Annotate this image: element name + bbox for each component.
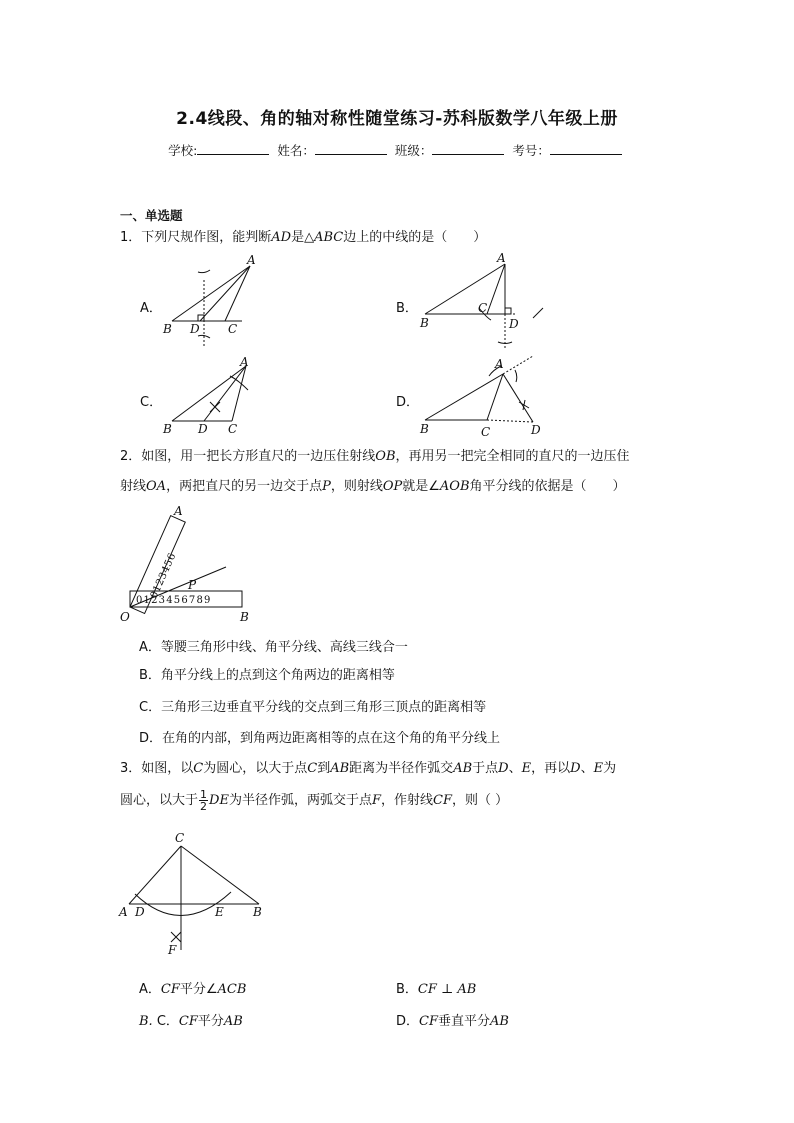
option-text: 平分 <box>197 1014 224 1029</box>
q2-var-ob: OB <box>375 449 396 464</box>
q3-option-b[interactable] <box>396 978 476 997</box>
q1-var-ad: AD <box>271 230 292 245</box>
q3-text: 为圆心，以大于点 <box>203 761 308 776</box>
q2-text: 就是∠ <box>402 479 440 494</box>
point-c-label: C <box>228 422 238 436</box>
point-c-label: C <box>175 831 185 845</box>
q2-option-d[interactable]: D．在角的内部，到角两边距离相等的点在这个角的角平分线上 <box>139 731 501 746</box>
q2-var-oa: OA <box>146 479 167 494</box>
q1-text-c: 边上的中线的是（ ） <box>343 230 487 245</box>
q3-var: D <box>570 761 581 776</box>
option-prefix: B. <box>139 1014 153 1029</box>
fraction-one-half <box>199 789 208 812</box>
q3-text: 3．如图，以 <box>120 761 194 776</box>
option-var: AB <box>223 1014 243 1029</box>
point-b-label: B <box>253 905 262 919</box>
q3-option-d[interactable] <box>396 1010 509 1029</box>
exam-no-blank[interactable] <box>550 142 622 155</box>
q2-text: 2．如图，用一把长方形直尺的一边压住射线 <box>120 449 376 464</box>
point-b-label: B <box>163 422 172 436</box>
q3-var: C <box>307 761 318 776</box>
q3-text: ，作射线 <box>380 793 433 808</box>
q3-var: E <box>521 761 532 776</box>
q3-text: 距离为半径作弧交 <box>349 761 454 776</box>
option-prefix: D． <box>396 1014 420 1029</box>
page-title: 2.4线段、角的轴对称性随堂练习-苏科版数学八年级上册 <box>176 109 618 129</box>
point-d-label: D <box>509 317 519 331</box>
q2-option-a[interactable]: A．等腰三角形中线、角平分线、高线三线合一 <box>139 640 408 655</box>
q3-text: ，则（ ） <box>451 793 509 808</box>
q3-option-c[interactable] <box>139 1010 243 1029</box>
question-number: 1． <box>120 230 142 245</box>
q3-text: ，再以 <box>531 761 571 776</box>
q2-text: ，再用另一把完全相同的直尺的一边压住 <box>395 449 630 464</box>
point-a-label: A <box>240 355 249 369</box>
option-text: 平分∠ <box>179 982 218 997</box>
q2-text: ，两把直尺的另一边交于点 <box>166 479 323 494</box>
q1-var-abc: ABC <box>314 230 344 245</box>
q1-option-c-label[interactable]: C． <box>140 395 163 410</box>
name-label: 姓名： <box>277 143 315 158</box>
class-label: 班级： <box>394 143 433 158</box>
point-c-label: C <box>478 301 488 315</box>
point-b-label: B <box>420 422 429 436</box>
q1-figure-b <box>415 250 555 355</box>
q3-var: AB <box>330 761 350 776</box>
question-3-text <box>120 756 616 814</box>
option-var: ACB <box>217 982 247 997</box>
school-blank[interactable] <box>197 142 269 155</box>
school-label: 学校: <box>168 143 198 158</box>
point-d-label: D <box>531 423 541 437</box>
option-text: 垂直平分 <box>437 1014 490 1029</box>
q1-figure-d <box>415 350 555 440</box>
q3-var: CF <box>433 793 452 808</box>
q3-var: AB <box>453 761 473 776</box>
option-var: CF <box>160 982 180 997</box>
option-var: AB <box>490 1014 509 1029</box>
q1-text-a: 下列尺规作图，能判断 <box>141 230 272 245</box>
q1-option-b-label[interactable]: B． <box>396 301 418 316</box>
fraction-numerator: 1 <box>200 788 208 801</box>
q2-text: 射线 <box>120 479 147 494</box>
q3-text: 于点 <box>472 761 499 776</box>
question-1-text <box>120 225 486 251</box>
q3-text: 、 <box>508 761 522 776</box>
point-a-label: A <box>495 357 504 371</box>
point-c-label: C <box>228 322 238 336</box>
q2-option-c[interactable]: C．三角形三边垂直平分线的交点到三角形三顶点的距离相等 <box>139 700 487 715</box>
q3-var: F <box>371 793 381 808</box>
q1-figure-c <box>160 352 270 437</box>
point-d-label: D <box>190 322 200 336</box>
fraction-denominator: 2 <box>200 800 208 813</box>
q3-text: 到 <box>317 761 331 776</box>
option-prefix: B． <box>396 982 418 997</box>
option-var: CF <box>419 1014 438 1029</box>
q2-var-aob: AOB <box>439 479 470 494</box>
point-o-label: O <box>120 610 130 624</box>
q3-line-1 <box>120 756 616 782</box>
point-p-label: P <box>188 578 197 592</box>
horizontal-ruler-digits: 0123456789 <box>136 595 212 606</box>
point-d-label: D <box>198 422 208 436</box>
q1-text-b: 是△ <box>291 230 315 245</box>
q2-text: 角平分线的依据是（ ） <box>469 479 626 494</box>
point-c-label: C <box>481 425 491 439</box>
name-blank[interactable] <box>315 142 387 155</box>
question-2-text <box>120 444 630 500</box>
point-a-label: A <box>247 253 256 267</box>
exam-no-label: 考号： <box>512 143 550 158</box>
q3-var: C <box>193 761 204 776</box>
option-var: CF ⊥ AB <box>417 982 477 997</box>
q1-option-d-label[interactable]: D． <box>396 395 420 410</box>
q3-text: 、 <box>580 761 594 776</box>
tilted-ruler-digits: 0123456 <box>148 551 179 601</box>
q3-var: DE <box>209 793 229 808</box>
option-prefix: C． <box>156 1014 179 1029</box>
q2-line-2 <box>120 474 630 500</box>
point-b-label: B <box>420 316 429 330</box>
class-blank[interactable] <box>432 142 504 155</box>
option-var: CF <box>178 1014 198 1029</box>
point-d-label: D <box>135 905 145 919</box>
q2-ruler-figure <box>118 503 258 625</box>
q3-text: 圆心，以大于 <box>120 793 199 808</box>
q2-var-p: P <box>322 479 331 494</box>
point-a-label: A <box>174 504 183 518</box>
q2-text: ，则射线 <box>330 479 383 494</box>
point-a-label: A <box>497 251 506 265</box>
q3-text: 为 <box>603 761 617 776</box>
q3-option-a[interactable] <box>139 978 246 997</box>
point-b-label: B <box>163 322 172 336</box>
option-prefix: A． <box>139 982 161 997</box>
point-f-label: F <box>168 943 177 957</box>
point-b-label: B <box>240 610 249 624</box>
point-e-label: E <box>215 905 224 919</box>
q3-figure <box>115 828 275 958</box>
q1-option-a-label[interactable]: A． <box>140 301 162 316</box>
q2-var-op: OP <box>382 479 403 494</box>
q2-line-1 <box>120 444 630 470</box>
q2-option-b[interactable]: B．角平分线上的点到这个角两边的距离相等 <box>139 668 395 683</box>
section-heading: 一、单选题 <box>120 208 183 223</box>
point-a-label: A <box>119 905 128 919</box>
q3-var: D <box>498 761 509 776</box>
q1-figure-a <box>160 252 270 352</box>
q3-text: 为半径作弧，两弧交于点 <box>228 793 372 808</box>
q3-var: E <box>593 761 604 776</box>
student-info-line <box>0 141 794 159</box>
q3-line-2 <box>120 788 616 814</box>
